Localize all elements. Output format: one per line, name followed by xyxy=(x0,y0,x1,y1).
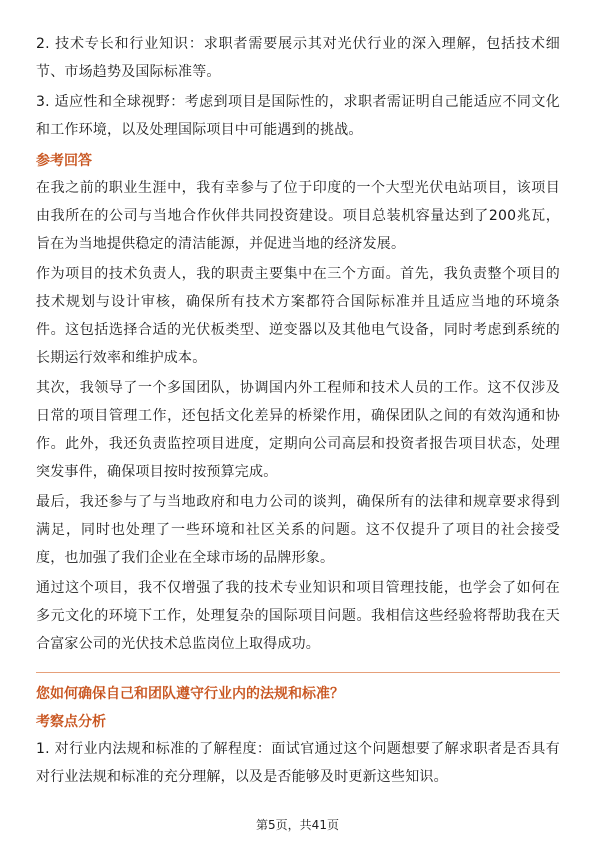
analysis-label: 考察点分析 xyxy=(36,714,106,730)
answer-label: 参考回答 xyxy=(36,153,92,169)
next-question-heading: 您如何确保自己和团队遵守行业内的法规和标准？ xyxy=(36,686,344,702)
intro-point-3: 3. 适应性和全球视野：考虑到项目是国际性的，求职者需证明自己能适应不同文化和工作环境，以及处理国际项目中可能遇到的挑战。 xyxy=(36,94,560,138)
intro-point-2: 2. 技术专长和行业知识：求职者需要展示其对光伏行业的深入理解，包括技术细节、市场趋势及国际标准等。 xyxy=(36,36,560,80)
page-number-footer: 第5页，共41页 xyxy=(256,818,339,832)
answer-paragraph: 作为项目的技术负责人，我的职责主要集中在三个方面。首先，我负责整个项目的技术规划与设计审核，确保所有技术方案都符合国际标准并且适应当地的环境条件。这包括选择合适的光伏板类型、逆变器以及其他电气设备，同时考虑到系统的长期运行效率和维护成本。 xyxy=(36,266,560,366)
section-divider xyxy=(36,672,560,673)
page-content xyxy=(36,30,560,793)
answer-paragraph: 其次，我领导了一个多国团队，协调国内外工程师和技术人员的工作。这不仅涉及日常的项目管理工作，还包括文化差异的桥梁作用，确保团队之间的有效沟通和协作。此外，我还负责监控项目进度，定期向公司高层和投资者报告项目状态，处理突发事件，确保项目按时按预算完成。 xyxy=(36,380,560,480)
answer-paragraph: 最后，我还参与了与当地政府和电力公司的谈判，确保所有的法律和规章要求得到满足，同时也处理了一些环境和社区关系的问题。这不仅提升了项目的社会接受度，也加强了我们企业在全球市场的品牌形象。 xyxy=(36,494,560,566)
analysis-point-1: 1. 对行业内法规和标准的了解程度：面试官通过这个问题想要了解求职者是否具有对行业法规和标准的充分理解，以及是否能够及时更新这些知识。 xyxy=(36,741,560,785)
answer-paragraph: 通过这个项目，我不仅增强了我的技术专业知识和项目管理技能，也学会了如何在多元文化的环境下工作，处理复杂的国际项目问题。我相信这些经验将帮助我在天合富家公司的光伏技术总监岗位上取得成功。 xyxy=(36,580,560,652)
answer-paragraph: 在我之前的职业生涯中，我有幸参与了位于印度的一个大型光伏电站项目，该项目由我所在的公司与当地合作伙伴共同投资建设。项目总装机容量达到了200兆瓦，旨在为当地提供稳定的清洁能源，并促进当地的经济发展。 xyxy=(36,180,560,252)
